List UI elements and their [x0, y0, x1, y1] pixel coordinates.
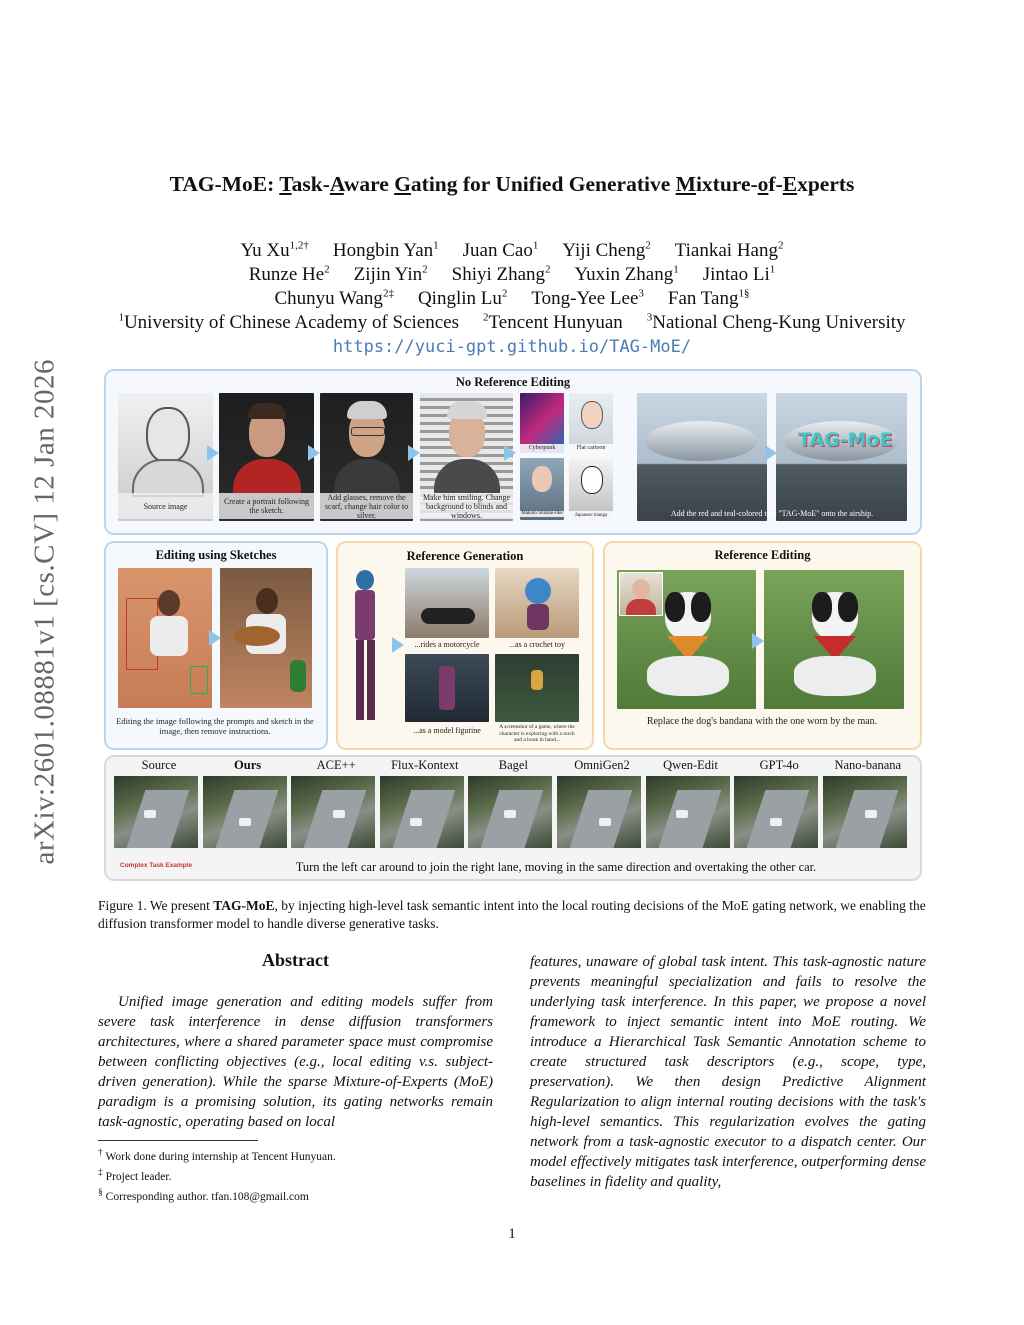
- panel-title: No Reference Editing: [455, 375, 571, 389]
- comparison-thumbnail: [291, 776, 375, 848]
- panel-title: Editing using Sketches: [155, 548, 277, 562]
- author-name: Fan Tang$^{1\S}$: [667, 288, 750, 310]
- caption-model-figurine: ...as a model figurine: [413, 726, 481, 735]
- author-name: Jintao Li$^1$: [702, 264, 776, 286]
- caption-cyberpunk: Cyberpunk: [520, 444, 564, 453]
- author-name: Shiyi Zhang$^2$: [451, 264, 551, 286]
- comparison-label: OmniGen2: [574, 758, 630, 772]
- caption-flat-cartoon: Flat cartoon: [569, 444, 613, 453]
- caption-crochet-toy: ...as a crochet toy: [509, 640, 565, 649]
- comparison-label: Ours: [234, 758, 262, 772]
- page-number: 1: [508, 1226, 516, 1242]
- image-airship-edited: [776, 393, 907, 521]
- comparison-thumbnail: [203, 776, 287, 848]
- caption-comparison: Turn the left car around to join the right lane, moving in the same direction and overtaking the other car.: [295, 860, 817, 874]
- image-sketch-source: [118, 568, 212, 708]
- arrow-right-icon: [392, 637, 404, 653]
- comparison-row: [114, 758, 914, 848]
- comparison-thumbnail: [380, 776, 464, 848]
- arrow-right-icon: [207, 445, 219, 461]
- caption-airship: Add the red and teal-colored text "TAG-MoE" onto the airship.: [670, 509, 874, 518]
- panel-title: Reference Generation: [406, 549, 524, 563]
- arrow-right-icon: [209, 630, 221, 646]
- comparison-thumbnail: [646, 776, 730, 848]
- arrow-right-icon: [765, 445, 777, 461]
- affiliation: $^3$National Cheng-Kung University: [646, 312, 906, 334]
- caption-create-portrait: Create a portrait following the sketch.: [219, 493, 314, 519]
- caption-source-image: Source image: [118, 493, 213, 519]
- caption-game-screenshot: A screenshot of a game, where the character is exploring with a torch and a book in hand...: [499, 724, 575, 743]
- figure-caption: Figure 1. We present TAG-MoE, by injecting high-level task semantic intent into the local routing decisions of the MoE gating network, we enabling the diffusion transformer model to handle diverse generative tasks.: [98, 898, 926, 931]
- affiliations: [0, 312, 1024, 334]
- footnotes: [98, 1145, 493, 1204]
- paper-title: TAG-MoE: Task-Aware Gating for Unified Generative Mixture-of-Experts: [169, 172, 855, 196]
- complex-task-tag: Complex Task Example: [120, 862, 193, 869]
- authors-row-3: [0, 288, 1024, 310]
- author-name: Runze He$^2$: [248, 264, 330, 286]
- comparison-label: Flux-Kontext: [391, 758, 459, 772]
- image-dog-edited: [764, 570, 904, 709]
- affiliation: $^2$Tencent Hunyuan: [483, 312, 623, 334]
- author-name: Tong-Yee Lee$^3$: [531, 288, 644, 310]
- comparison-label: ACE++: [316, 758, 356, 772]
- abstract-heading: Abstract: [262, 950, 329, 970]
- authors-row-1: [0, 240, 1024, 262]
- abstract-left-column: Unified image generation and editing models suffer from severe task interference in dense diffusion transformers architectures, where a shared parameter space must compromise between conflicting objectives (e.g., local editing v.s. subject-driven generation). While the sparse Mixture-of-Experts (MoE) paradigm is a promising solution, its gating networks remain task-agnostic, operating based on local: [98, 994, 493, 1130]
- abstract-right-column: features, unaware of global task intent. This task-agnostic nature prevents meaningful specialization and fails to resolve the underlying task interference. In this paper, we propose a novel framework to inject semantic intent into MoE routing. We introduce a Hierarchical Task Semantic Annotation scheme to create structured task descriptors (e.g., scope, type, preservation). We then design Predictive Alignment Regularization to align internal routing decisions with the task's high-level semantics. This regularization evolves the gating network from a task-agnostic executor to a dispatch center. Our model effectively mitigates task interference, outperforming dense baselines in fidelity and quality,: [530, 954, 926, 1190]
- author-name: Zijin Yin$^2$: [353, 264, 428, 286]
- caption-add-glasses: Add glasses, remove the scarf, change hair color to silver.: [320, 493, 413, 519]
- caption-sketch: Editing the image following the prompts and sketch in the image, then remove instructions.: [116, 716, 314, 736]
- arrow-right-icon: [408, 445, 420, 461]
- footnote: † Work done during internship at Tencent Hunyuan.: [98, 1147, 336, 1163]
- author-name: Juan Cao$^1$: [462, 240, 539, 262]
- image-sketch-result: [220, 568, 312, 708]
- author-name: Tiankai Hang$^2$: [674, 240, 784, 262]
- arrow-right-icon: [308, 445, 320, 461]
- comparison-thumbnail: [734, 776, 818, 848]
- comparison-thumbnail: [823, 776, 907, 848]
- caption-make-smiling: Make him smiling. Change background to blinds and windows.: [420, 493, 513, 519]
- author-name: Hongbin Yan$^1$: [332, 240, 439, 262]
- arrow-right-icon: [752, 633, 764, 649]
- image-man-reference: [619, 572, 663, 616]
- comparison-label: Nano-banana: [834, 758, 902, 772]
- arxiv-identifier: arXiv:2601.08881v1 [cs.CV] 12 Jan 2026: [28, 358, 61, 865]
- comparison-label: Qwen-Edit: [663, 758, 719, 772]
- panel-title: Reference Editing: [714, 548, 811, 562]
- image-reference-character: [342, 568, 388, 730]
- authors-row-2: [0, 264, 1024, 286]
- image-game-screenshot: [495, 654, 579, 722]
- caption-shinkai: Makoto Shinkai-like: [521, 511, 563, 516]
- caption-manga: Japanese manga: [569, 511, 613, 520]
- caption-reference-editing: Replace the dog's bandana with the one worn by the man.: [646, 716, 878, 727]
- comparison-thumbnail: [557, 776, 641, 848]
- affiliation: $^1$University of Chinese Academy of Sciences: [118, 312, 459, 334]
- caption-motorcycle: ...rides a motorcycle: [414, 640, 480, 649]
- author-name: Chunyu Wang$^{2\ddagger}$: [274, 288, 394, 310]
- image-crochet-toy: [495, 568, 579, 638]
- footnote: ‡ Project leader.: [98, 1166, 172, 1183]
- project-url[interactable]: https://yuci-gpt.github.io/TAG-MoE/: [332, 337, 692, 357]
- airship-text: TAG-MoE: [798, 429, 893, 451]
- comparison-thumbnail: [468, 776, 552, 848]
- author-name: Yuxin Zhang$^1$: [574, 264, 679, 286]
- image-model-figurine: [405, 654, 489, 722]
- comparison-thumbnail: [114, 776, 198, 848]
- comparison-label: GPT-4o: [759, 758, 799, 772]
- author-name: Qinglin Lu$^2$: [417, 288, 508, 310]
- arrow-right-icon: [504, 445, 516, 461]
- footnote: § Corresponding author. tfan.108@gmail.com: [98, 1186, 309, 1203]
- image-airship-source: [637, 393, 767, 521]
- comparison-label: Source: [141, 758, 177, 772]
- author-name: Yu $Xu^{1,2\dagger}$: [240, 240, 309, 262]
- image-motorcycle: [405, 568, 489, 638]
- footnote-rule: [98, 1140, 258, 1141]
- author-name: Yiji Cheng$^2$: [562, 240, 651, 262]
- comparison-label: Bagel: [498, 758, 528, 772]
